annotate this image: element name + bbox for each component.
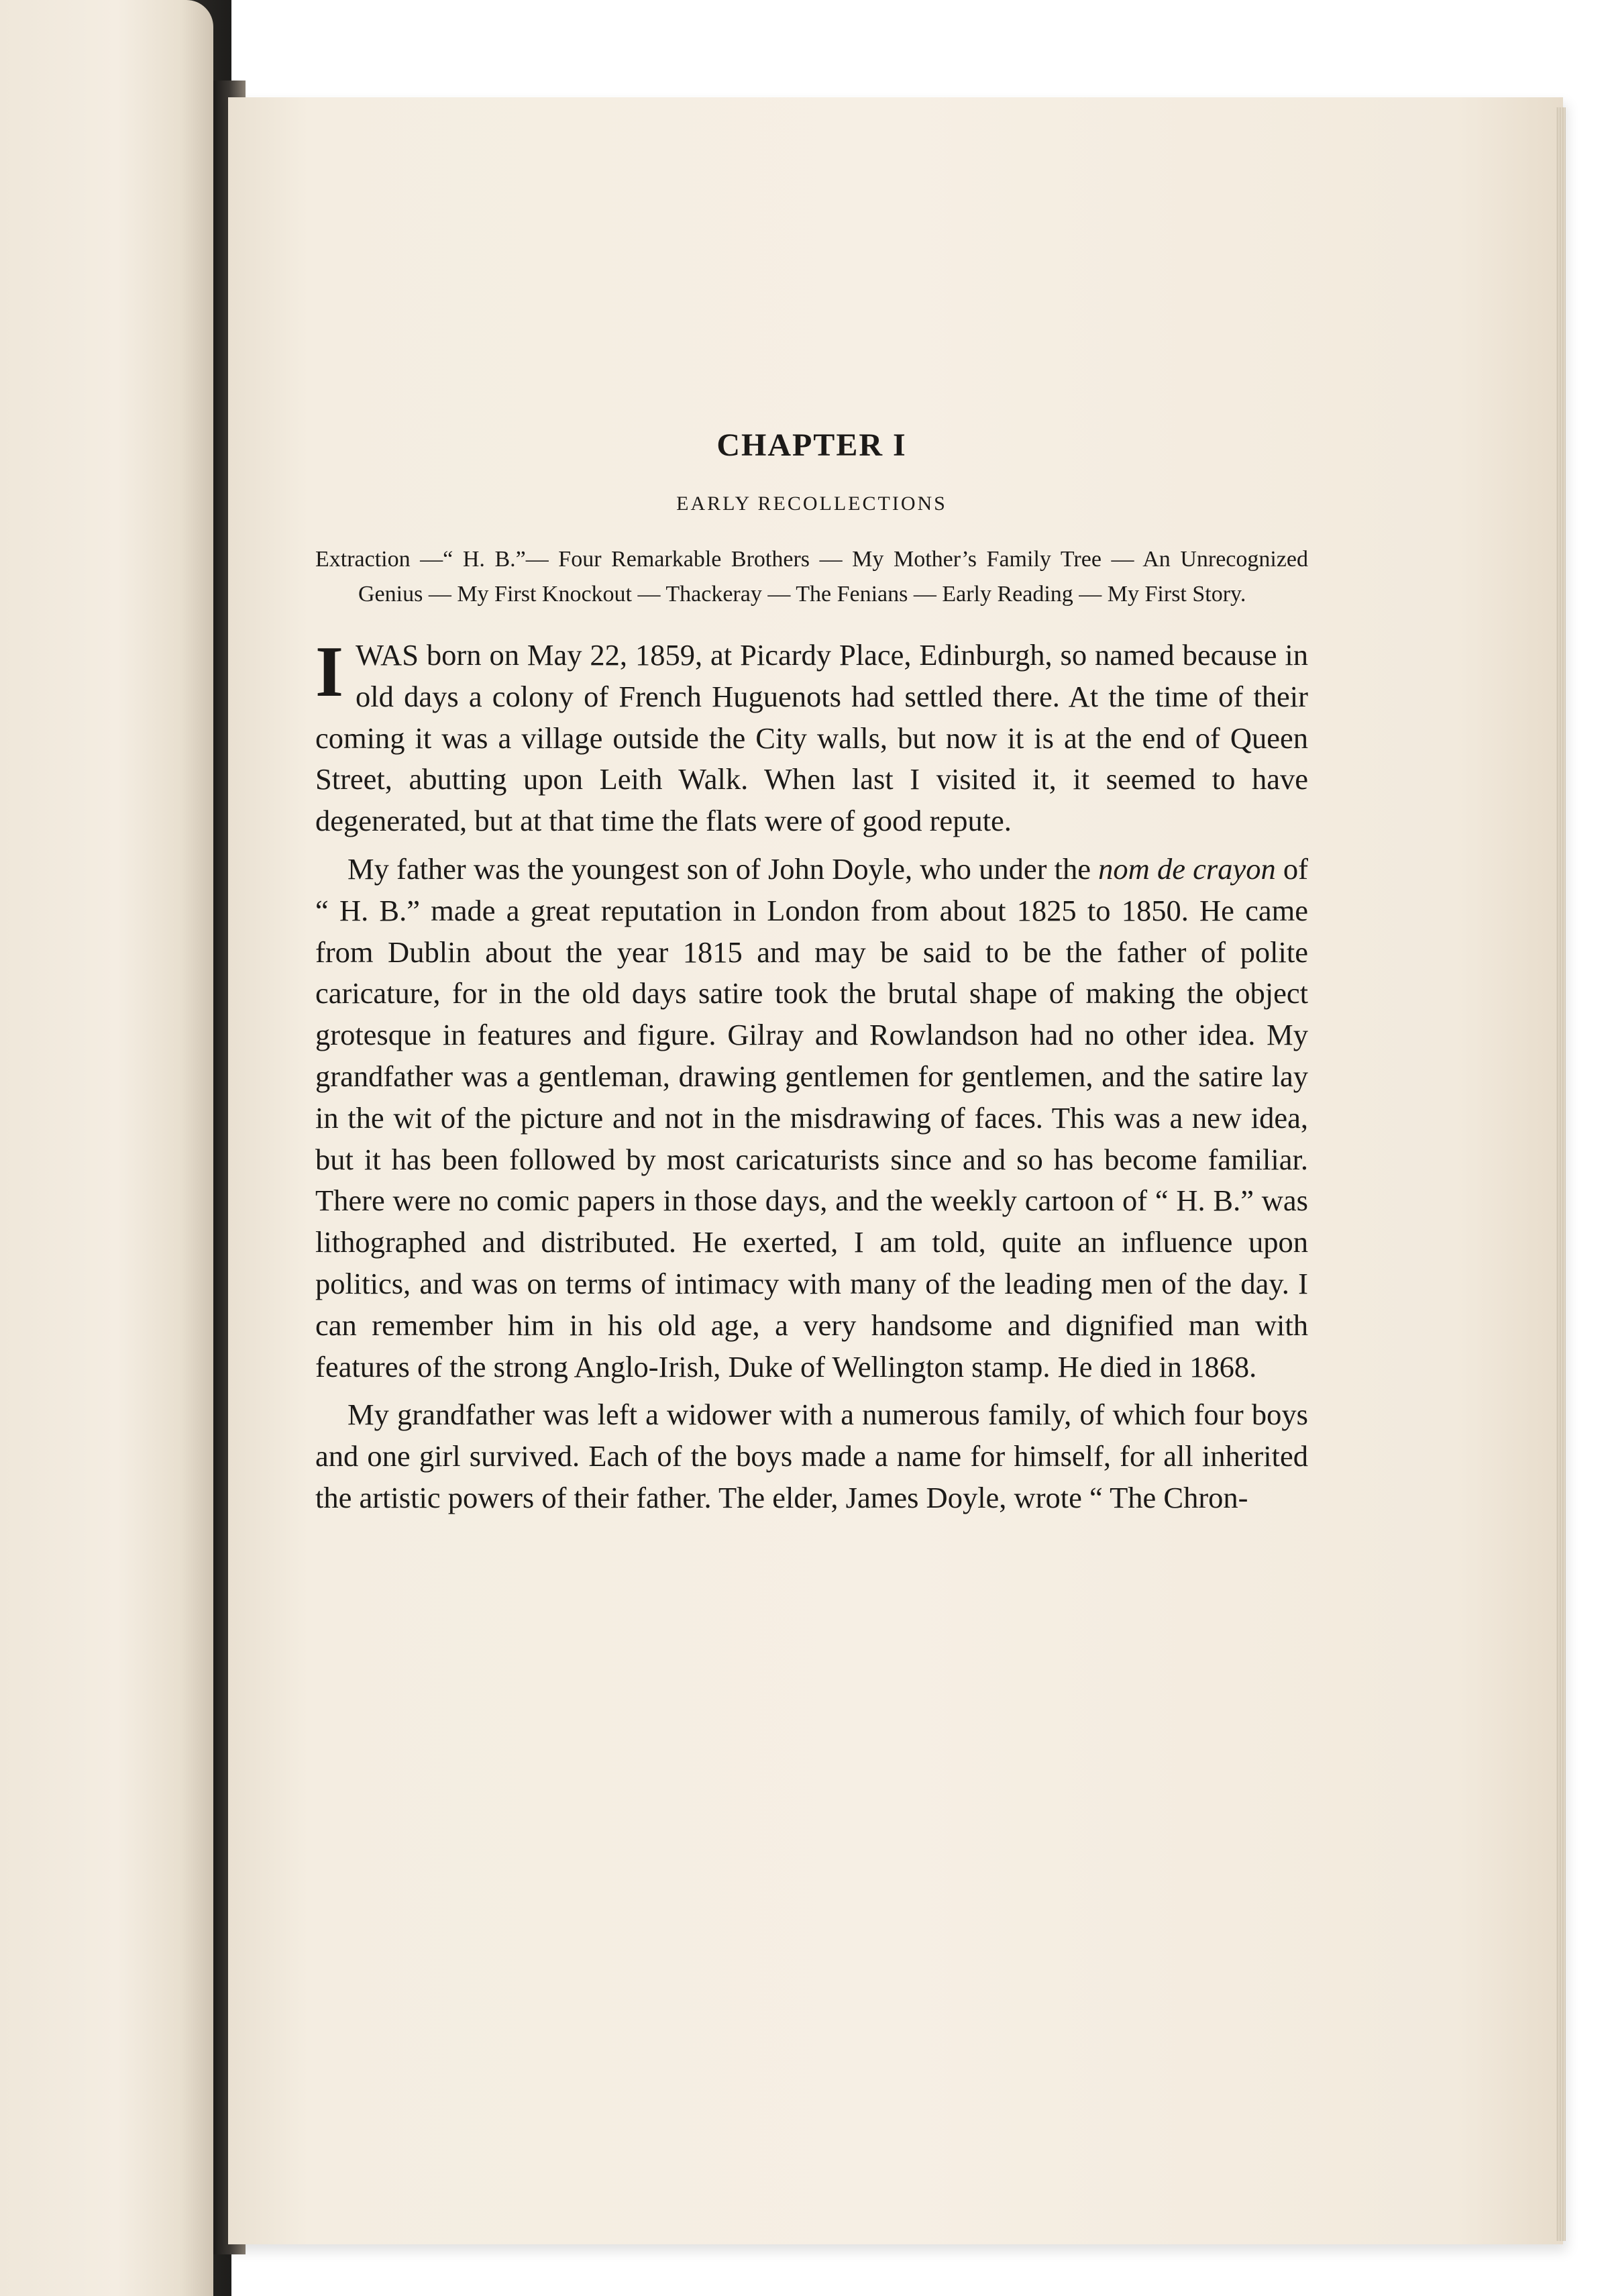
paragraph-2 [315, 849, 1308, 1388]
chapter-synopsis: Extraction —“ H. B.”— Four Remarkable Brothers — My Mother’s Family Tree — An Unrecognized Genius — My First Knockout — Thackeray — The Fenians — Early Reading — My First Story. [315, 547, 1308, 607]
chapter-subtitle: EARLY RECOLLECTIONS [676, 492, 947, 515]
drop-cap: I [315, 632, 344, 712]
chapter-title: CHAPTER I [716, 427, 907, 463]
page-text [315, 429, 1308, 1526]
paragraph-3: My grandfather was left a widower with a numerous family, of which four boys and one girl survived. Each of the boys made a name for himself, for all inherited the artistic powers of their father. The elder, James Doyle, wrote “ The Chron- [315, 1398, 1308, 1514]
page-edges [1556, 107, 1566, 2241]
chapter-body [315, 632, 1308, 1519]
left-page [0, 0, 213, 2296]
paragraph-1-text: WAS born on May 22, 1859, at Picardy Place, Edinburgh, so named because in old days a colony of French Huguenots had settled there. At the time of their coming it was a village outside the City walls, but now it is at the end of Queen Street, abutting upon Leith Walk. When last I visited it, it seemed to have degenerated, but at that time the flats were of good repute. [315, 638, 1308, 838]
paragraph-2-rest: of “ H. B.” made a great reputation in London from about 1825 to 1850. He came from Dublin about the year 1815 and may be said to be the father of polite caricature, for in the old days satire took the brutal shape of making the object grotesque in features and figure. Gilray and Rowlandson had no other idea. My grandfather was a gentleman, drawing gentlemen for gentlemen, and the satire lay in the wit of the picture and not in the misdrawing of faces. This was a new idea, but it has been followed by most caricaturists since and so has become familiar. There were no comic papers in those days, and the weekly cartoon of “ H. B.” was lithographed and distributed. He exerted, I am told, quite an influence upon politics, and was on terms of intimacy with many of the leading men of the day. I can remember him in his old age, a very handsome and dignified man with features of the strong Anglo-Irish, Duke of Wellington stamp. He died in 1868. [315, 851, 1308, 1384]
paragraph-2-start: My father was the youngest son of John Doyle, who under the [347, 851, 1099, 886]
italic-phrase: nom de crayon [1098, 851, 1276, 886]
paragraph-1 [315, 632, 1308, 842]
